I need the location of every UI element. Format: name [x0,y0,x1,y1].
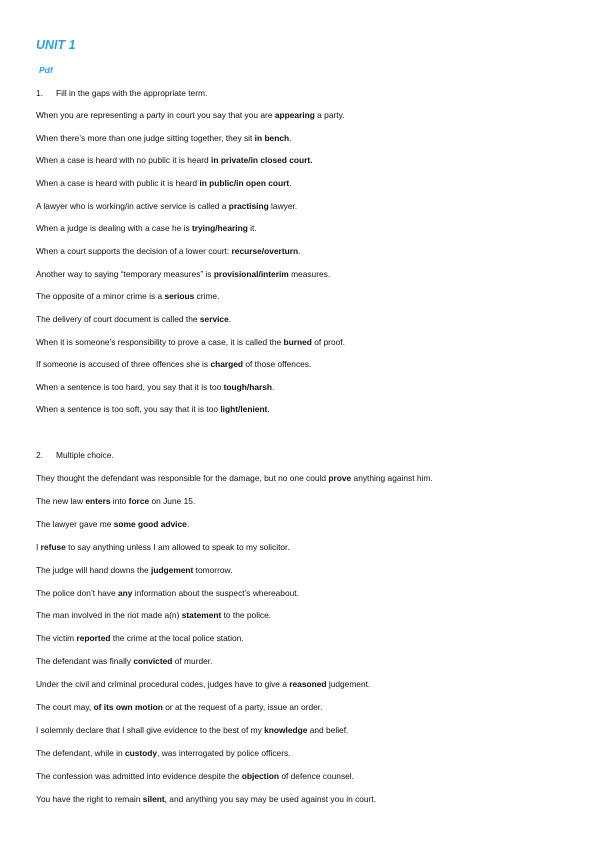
sentence-line [36,587,299,599]
sentence-line [36,358,311,370]
answer-term: knowledge [264,724,308,735]
sentence-text: into [110,495,129,506]
sentence-line [36,632,244,644]
sentence-text: to the police. [221,610,272,621]
sentence-line [36,609,271,621]
sentence-line [36,701,322,713]
unit-title: UNIT 1 [36,38,76,52]
sentence-text: information about the suspect’s whereabout. [132,587,299,598]
sentence-text: When a sentence is too soft, you say that it is too [36,404,221,415]
sentence-line [36,154,313,166]
answer-term: in bench [254,132,290,143]
sentence-text: it. [247,223,257,234]
sentence-line [36,290,219,302]
answer-term: any [117,587,133,598]
sentence-text: anything against him. [351,473,433,483]
sentence-text: The delivery of court document is called the [36,313,200,324]
sentence-text: . [289,132,292,143]
sentence-line [36,495,195,507]
sentence-line [36,109,345,121]
sentence-text: . [267,404,270,415]
answer-term: trying/hearing [191,223,248,234]
answer-term: reported [76,633,111,644]
answer-term: of its own motion [93,702,163,712]
sentence-text: When a court supports the decision of a lower court: [36,245,232,256]
answer-term: some good advice [113,518,187,529]
answer-term: prove [328,473,352,483]
answer-term: statement [181,610,222,621]
answer-term: practising [228,200,269,211]
sentence-text: The opposite of a minor crime is a [36,291,165,302]
sentence-text: When there’s more than one judge sitting together, they sit [36,132,255,143]
sentence-text: crime. [194,291,220,302]
answer-term: service [199,313,229,324]
sentence-line [36,747,291,759]
sentence-text: When a case is heard with public it is heard [36,177,200,188]
sentence-text: When a case is heard with no public it is heard [36,155,212,166]
sentence-text: . [186,518,190,529]
sentence-line [36,381,274,393]
sentence-text: When it is someone’s responsibility to prove a case, it is called the [36,336,284,347]
sentence-text: The man involved in the riot made a(n) [36,610,182,621]
sentence-text: The police don’t have [36,587,118,598]
sentence-line [36,678,370,690]
sentence-text: A lawyer who is working/in active service is called a [36,200,229,211]
sentence-line [36,518,189,530]
sentence-line [36,245,300,257]
sentence-text: The new law [36,495,86,506]
sentence-text: , was interrogated by police officers. [157,747,291,758]
sentence-text: of proof. [311,336,345,347]
sentence-text: The defendant, while in [36,747,125,758]
sentence-text: I [36,541,41,552]
section-2-number: 2. [36,450,43,460]
answer-term: enters [85,495,111,506]
answer-term: silent [142,793,165,804]
sentence-text: to say anything unless I am allowed to speak to my solicitor. [65,541,290,552]
sentence-text: . [289,177,292,188]
answer-term: reasoned [289,679,327,690]
sentence-text: The defendant was finally [36,656,134,667]
sentence-text: on June 15. [149,495,196,506]
sentence-line [36,268,330,280]
sentence-text: If someone is accused of three offences she is [36,359,211,370]
sentence-text: or at the request of a party, issue an order. [162,702,323,712]
answer-term: in private/in closed court. [211,155,313,166]
sentence-text: Another way to saying “temporary measures” is [36,268,214,279]
sentence-line [36,793,376,805]
answer-term: burned [283,336,312,347]
sentence-text: measures. [288,268,331,279]
answer-term: tough/harsh [223,381,273,392]
sentence-text: The victim [36,633,77,644]
section-2-heading-text: Multiple choice. [56,450,114,460]
sentence-text: the crime at the local police station. [110,633,244,644]
answer-term: appearing [274,110,315,120]
sentence-line [36,313,231,325]
answer-term: force [128,495,150,506]
answer-term: judgement [151,564,194,575]
sentence-text: . [298,245,301,256]
sentence-text: The confession was admitted into evidence despite the [36,770,242,781]
section-1-number: 1. [36,88,43,98]
sentence-text: , and anything you say may be used against you in court. [164,793,377,804]
answer-term: charged [210,359,244,370]
answer-term: provisional/interim [213,268,289,279]
sentence-line [36,541,290,553]
sentence-text: . [272,381,275,392]
section-1-heading [36,88,207,98]
sentence-text: The lawyer gave me [36,518,114,529]
answer-term: in public/in open court [199,177,290,188]
answer-term: convicted [133,656,173,667]
sentence-line [36,770,354,782]
sentence-text: and belief. [307,724,349,735]
sentence-text: tomorrow. [193,564,233,575]
sentence-text: a party. [314,110,345,120]
sentence-text: of defence counsel. [279,770,354,781]
section-1-heading-text: Fill in the gaps with the appropriate term. [56,88,208,98]
sentence-line [36,177,292,189]
answer-term: custody [124,747,158,758]
sentence-line [36,132,291,144]
sentence-text: The court may, [36,702,94,712]
sentence-text: They thought the defendant was responsible for the damage, but no one could [36,473,329,483]
answer-term: objection [241,770,280,781]
sentence-text: judgement. [326,679,371,690]
section-2-heading [36,450,114,460]
answer-term: serious [164,291,195,302]
sentence-text: I solemnly declare that I shall give evidence to the best of my [36,724,265,735]
sentence-text: of those offences. [243,359,312,370]
sentence-text: of murder. [172,656,213,667]
sentence-line [36,403,270,415]
subtitle: Pdf [39,65,53,75]
sentence-text: . [228,313,232,324]
sentence-line [36,472,433,484]
sentence-text: Under the civil and criminal procedural codes, judges have to give a [36,679,290,690]
sentence-line [36,222,257,234]
sentence-text: You have the right to remain [36,793,143,804]
sentence-text: When a sentence is too hard, you say that it is too [36,381,224,392]
sentence-text: When a judge is dealing with a case he is [36,223,192,234]
sentence-line [36,655,212,667]
answer-term: light/lenient [220,404,268,415]
sentence-line [36,200,297,212]
sentence-line [36,564,232,576]
sentence-text: When you are representing a party in court you say that you are [36,110,275,120]
sentence-text: lawyer. [268,200,298,211]
answer-term: refuse [40,541,66,552]
sentence-line [36,336,345,348]
sentence-text: The judge will hand downs the [36,564,151,575]
sentence-line [36,724,348,736]
answer-term: recurse/overturn [231,245,299,256]
